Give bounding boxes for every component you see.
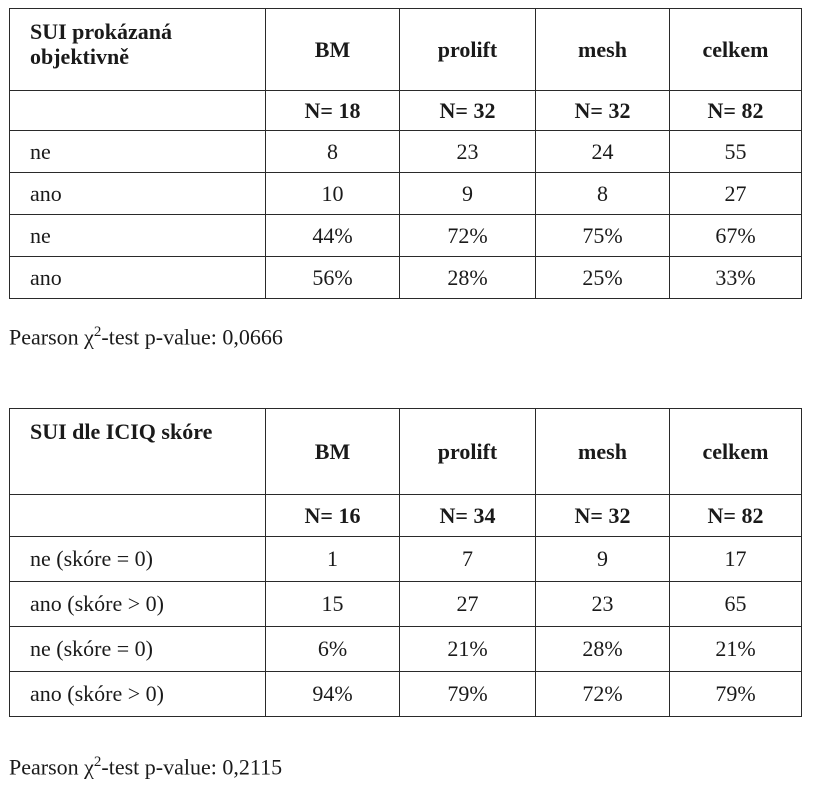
table-row: [10, 582, 802, 627]
footnote-superscript: 2: [93, 754, 102, 770]
sui-objective-table: [9, 8, 802, 299]
table-cell: 25%: [536, 257, 670, 299]
footnote-superscript: 2: [93, 324, 102, 340]
table-cell: 21%: [400, 627, 536, 672]
table-cell: 1: [266, 537, 400, 582]
sample-size-cell: N= 32: [400, 91, 536, 131]
table-cell: 28%: [400, 257, 536, 299]
column-header-prolift: prolift: [400, 409, 536, 495]
table-cell: 72%: [536, 672, 670, 717]
row-label: ano: [10, 257, 266, 299]
table-cell: 67%: [670, 215, 802, 257]
column-header-bm: BM: [266, 9, 400, 91]
table-cell: 56%: [266, 257, 400, 299]
table-row: [10, 257, 802, 299]
table-cell: 8: [536, 173, 670, 215]
table-cell: 79%: [670, 672, 802, 717]
table-cell: 94%: [266, 672, 400, 717]
table-cell: 15: [266, 582, 400, 627]
table-cell: 17: [670, 537, 802, 582]
row-label: ano: [10, 173, 266, 215]
sui-iciq-table: [9, 408, 802, 717]
row-label: ne (skóre = 0): [10, 537, 266, 582]
table-row: [10, 537, 802, 582]
table-cell: 72%: [400, 215, 536, 257]
table-cell: 28%: [536, 627, 670, 672]
table-cell: 23: [400, 131, 536, 173]
table-cell: 55: [670, 131, 802, 173]
column-header-mesh: mesh: [536, 9, 670, 91]
table-row: [10, 131, 802, 173]
sample-size-row: [10, 91, 802, 131]
sample-size-row: [10, 495, 802, 537]
table-cell: 24: [536, 131, 670, 173]
table-row: [10, 173, 802, 215]
footnote-suffix: -test p-value: 0,2115: [101, 754, 283, 780]
row-header-label: SUI dle ICIQ skóre: [10, 409, 266, 495]
row-header-label: SUI prokázaná objektivně: [10, 9, 266, 91]
table-cell: 6%: [266, 627, 400, 672]
sample-size-cell: N= 18: [266, 91, 400, 131]
table-cell: 27: [400, 582, 536, 627]
table-cell: 9: [536, 537, 670, 582]
column-header-celkem: celkem: [670, 9, 802, 91]
table-cell: 10: [266, 173, 400, 215]
table-header-row: [10, 9, 802, 91]
table-cell: [10, 91, 266, 131]
sample-size-cell: N= 82: [670, 91, 802, 131]
sample-size-cell: N= 32: [536, 495, 670, 537]
column-header-mesh: mesh: [536, 409, 670, 495]
column-header-celkem: celkem: [670, 409, 802, 495]
row-label: ne (skóre = 0): [10, 627, 266, 672]
column-header-bm: BM: [266, 409, 400, 495]
table-cell: 7: [400, 537, 536, 582]
table-cell: 9: [400, 173, 536, 215]
footnote-suffix: -test p-value: 0,0666: [101, 324, 283, 350]
table-cell: 44%: [266, 215, 400, 257]
sample-size-cell: N= 32: [536, 91, 670, 131]
table-cell: [10, 495, 266, 537]
table-cell: 27: [670, 173, 802, 215]
row-label: ne: [10, 131, 266, 173]
column-header-prolift: prolift: [400, 9, 536, 91]
table-cell: 79%: [400, 672, 536, 717]
sample-size-cell: N= 34: [400, 495, 536, 537]
table-row: [10, 627, 802, 672]
row-label: ne: [10, 215, 266, 257]
table-cell: 8: [266, 131, 400, 173]
footnote-prefix: Pearson χ: [9, 754, 94, 780]
table-row: [10, 215, 802, 257]
table-cell: 65: [670, 582, 802, 627]
table-row: [10, 672, 802, 717]
table-header-row: [10, 409, 802, 495]
pearson-test-result: [9, 754, 282, 780]
table-cell: 21%: [670, 627, 802, 672]
table-cell: 23: [536, 582, 670, 627]
pearson-test-result: [9, 324, 283, 350]
table-cell: 75%: [536, 215, 670, 257]
row-label: ano (skóre > 0): [10, 672, 266, 717]
row-label: ano (skóre > 0): [10, 582, 266, 627]
table-cell: 33%: [670, 257, 802, 299]
footnote-prefix: Pearson χ: [9, 324, 94, 350]
sample-size-cell: N= 16: [266, 495, 400, 537]
sample-size-cell: N= 82: [670, 495, 802, 537]
